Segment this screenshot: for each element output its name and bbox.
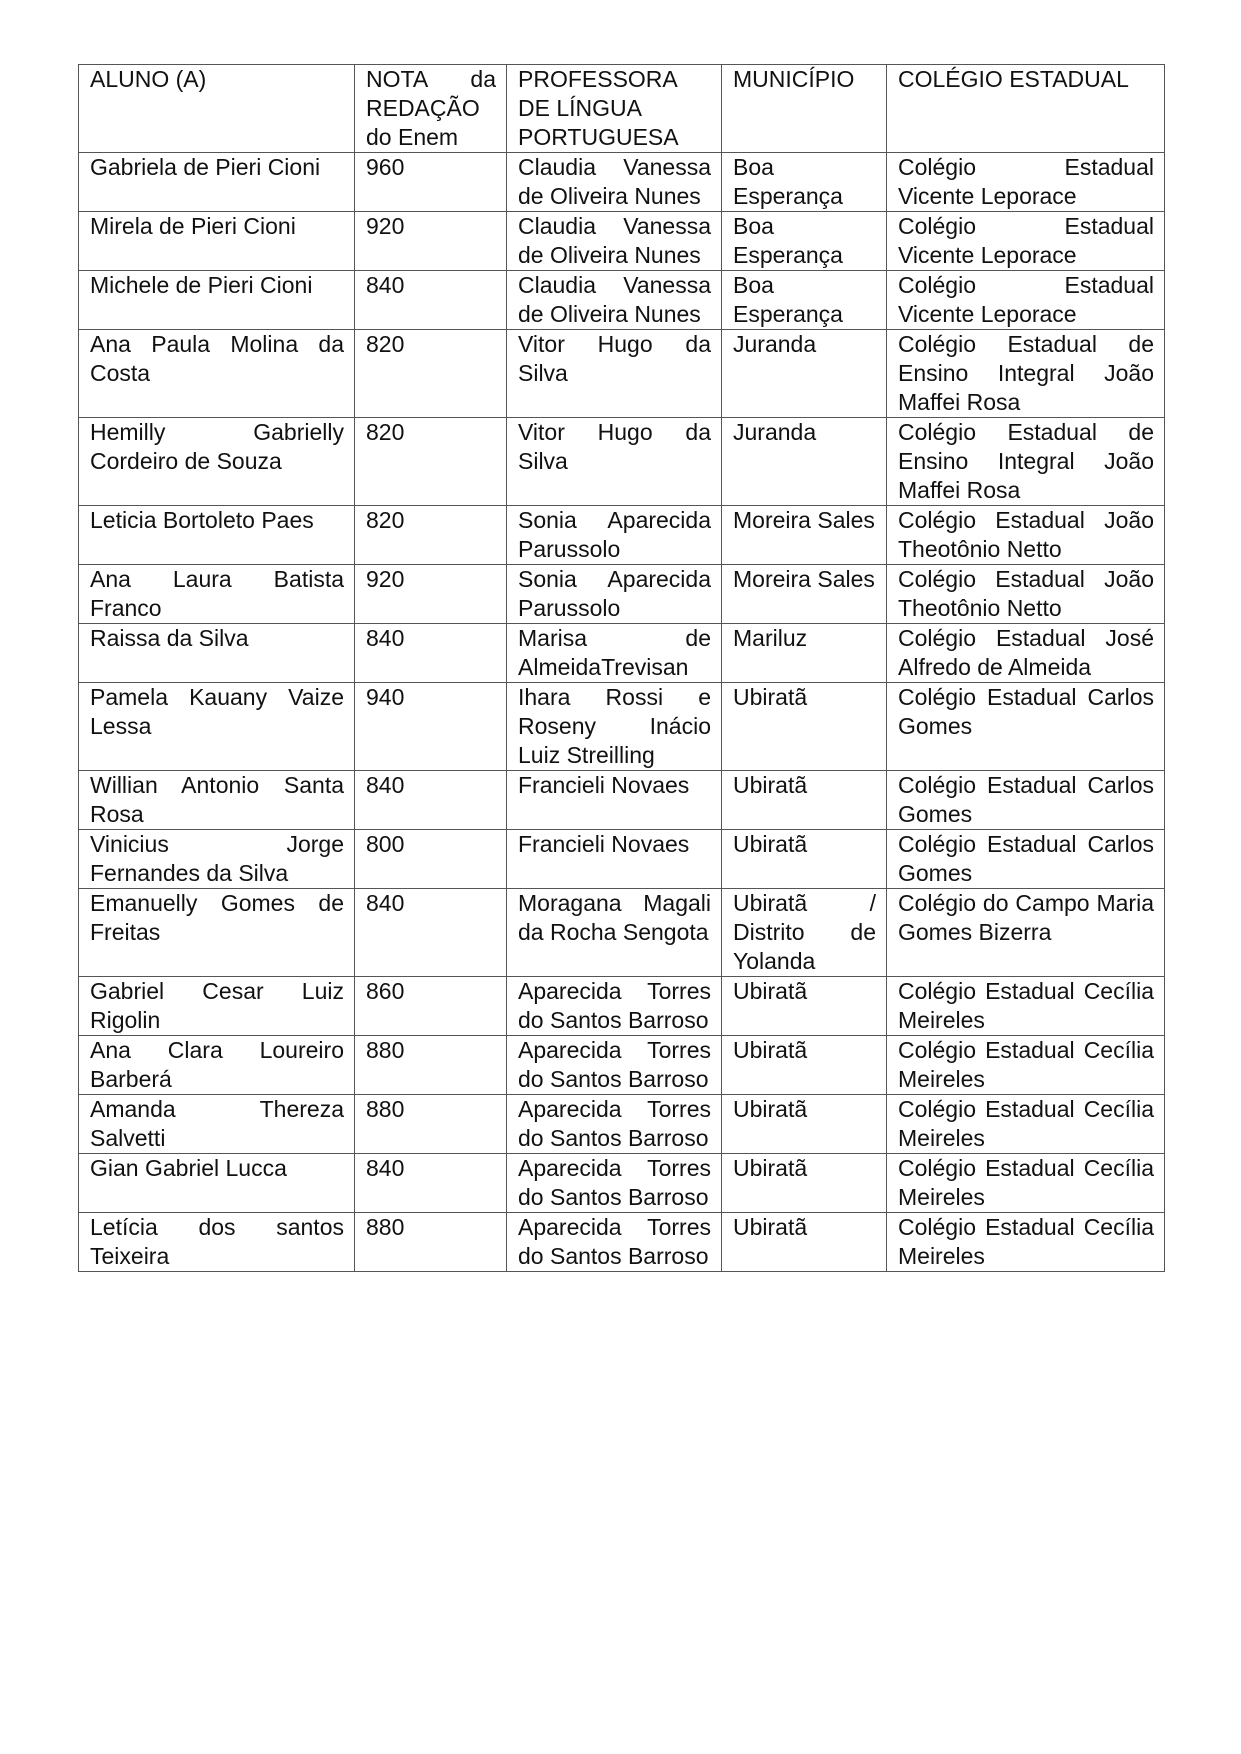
cell-municipio: Boa Esperança <box>722 153 887 212</box>
cell-professora: Sonia Aparecida Parussolo <box>507 506 722 565</box>
cell-aluno: Hemilly Gabrielly Cordeiro de Souza <box>79 418 355 506</box>
cell-nota: 920 <box>355 212 507 271</box>
cell-professora: Aparecida Torres do Santos Barroso <box>507 977 722 1036</box>
cell-municipio: Moreira Sales <box>722 565 887 624</box>
cell-aluno: Vinicius Jorge Fernandes da Silva <box>79 830 355 889</box>
cell-aluno: Ana Laura Batista Franco <box>79 565 355 624</box>
cell-municipio: Juranda <box>722 418 887 506</box>
cell-colegio: Colégio Estadual Cecília Meireles <box>887 1036 1165 1095</box>
cell-colegio: Colégio Estadual Cecília Meireles <box>887 1154 1165 1213</box>
table-row <box>79 506 1165 565</box>
cell-professora: Claudia Vanessa de Oliveira Nunes <box>507 153 722 212</box>
header-aluno: ALUNO (A) <box>79 65 355 153</box>
cell-nota: 880 <box>355 1095 507 1154</box>
cell-aluno: Leticia Bortoleto Paes <box>79 506 355 565</box>
table-row <box>79 565 1165 624</box>
cell-aluno: Letícia dos santos Teixeira <box>79 1213 355 1272</box>
cell-colegio: Colégio do Campo Maria Gomes Bizerra <box>887 889 1165 977</box>
cell-nota: 820 <box>355 418 507 506</box>
cell-aluno: Willian Antonio Santa Rosa <box>79 771 355 830</box>
table-row <box>79 771 1165 830</box>
cell-municipio: Ubiratã / Distrito de Yolanda <box>722 889 887 977</box>
cell-nota: 840 <box>355 271 507 330</box>
cell-colegio: Colégio Estadual Vicente Leporace <box>887 212 1165 271</box>
table-row <box>79 1095 1165 1154</box>
cell-professora: Vitor Hugo da Silva <box>507 330 722 418</box>
cell-municipio: Moreira Sales <box>722 506 887 565</box>
table-body <box>79 65 1165 1272</box>
cell-colegio: Colégio Estadual João Theotônio Netto <box>887 565 1165 624</box>
cell-professora: Francieli Novaes <box>507 830 722 889</box>
cell-municipio: Ubiratã <box>722 1154 887 1213</box>
cell-municipio: Mariluz <box>722 624 887 683</box>
table-row <box>79 271 1165 330</box>
cell-colegio: Colégio Estadual Vicente Leporace <box>887 153 1165 212</box>
cell-aluno: Ana Paula Molina da Costa <box>79 330 355 418</box>
cell-professora: Aparecida Torres do Santos Barroso <box>507 1213 722 1272</box>
cell-aluno: Mirela de Pieri Cioni <box>79 212 355 271</box>
table-row <box>79 683 1165 771</box>
cell-nota: 960 <box>355 153 507 212</box>
cell-municipio: Ubiratã <box>722 1095 887 1154</box>
results-table <box>78 64 1165 1272</box>
table-row <box>79 212 1165 271</box>
cell-nota: 880 <box>355 1213 507 1272</box>
table-header-row <box>79 65 1165 153</box>
cell-nota: 820 <box>355 506 507 565</box>
cell-aluno: Michele de Pieri Cioni <box>79 271 355 330</box>
cell-municipio: Boa Esperança <box>722 271 887 330</box>
cell-colegio: Colégio Estadual Cecília Meireles <box>887 1095 1165 1154</box>
cell-municipio: Ubiratã <box>722 771 887 830</box>
cell-professora: Claudia Vanessa de Oliveira Nunes <box>507 212 722 271</box>
cell-nota: 880 <box>355 1036 507 1095</box>
table-row <box>79 1036 1165 1095</box>
cell-nota: 840 <box>355 771 507 830</box>
cell-professora: Aparecida Torres do Santos Barroso <box>507 1095 722 1154</box>
cell-aluno: Gabriel Cesar Luiz Rigolin <box>79 977 355 1036</box>
cell-colegio: Colégio Estadual Carlos Gomes <box>887 771 1165 830</box>
cell-nota: 840 <box>355 624 507 683</box>
cell-colegio: Colégio Estadual Vicente Leporace <box>887 271 1165 330</box>
cell-municipio: Boa Esperança <box>722 212 887 271</box>
table-row <box>79 153 1165 212</box>
header-colegio: COLÉGIO ESTADUAL <box>887 65 1165 153</box>
cell-professora: Sonia Aparecida Parussolo <box>507 565 722 624</box>
cell-professora: Ihara Rossi e Roseny Inácio Luiz Streilling <box>507 683 722 771</box>
table-row <box>79 1213 1165 1272</box>
cell-colegio: Colégio Estadual Carlos Gomes <box>887 830 1165 889</box>
cell-professora: Francieli Novaes <box>507 771 722 830</box>
table-row <box>79 624 1165 683</box>
cell-nota: 940 <box>355 683 507 771</box>
cell-professora: Marisa de AlmeidaTrevisan <box>507 624 722 683</box>
table-row <box>79 830 1165 889</box>
cell-municipio: Ubiratã <box>722 830 887 889</box>
cell-municipio: Juranda <box>722 330 887 418</box>
cell-nota: 860 <box>355 977 507 1036</box>
cell-aluno: Raissa da Silva <box>79 624 355 683</box>
cell-aluno: Gabriela de Pieri Cioni <box>79 153 355 212</box>
cell-nota: 840 <box>355 889 507 977</box>
cell-professora: Aparecida Torres do Santos Barroso <box>507 1036 722 1095</box>
cell-colegio: Colégio Estadual Carlos Gomes <box>887 683 1165 771</box>
cell-aluno: Emanuelly Gomes de Freitas <box>79 889 355 977</box>
header-professora: PROFESSORA DE LÍNGUA PORTUGUESA <box>507 65 722 153</box>
header-nota: NOTA da REDAÇÃO do Enem <box>355 65 507 153</box>
cell-municipio: Ubiratã <box>722 977 887 1036</box>
cell-colegio: Colégio Estadual de Ensino Integral João Maffei Rosa <box>887 418 1165 506</box>
cell-professora: Aparecida Torres do Santos Barroso <box>507 1154 722 1213</box>
table-row <box>79 1154 1165 1213</box>
cell-aluno: Gian Gabriel Lucca <box>79 1154 355 1213</box>
cell-colegio: Colégio Estadual Cecília Meireles <box>887 1213 1165 1272</box>
cell-nota: 800 <box>355 830 507 889</box>
cell-aluno: Ana Clara Loureiro Barberá <box>79 1036 355 1095</box>
cell-professora: Claudia Vanessa de Oliveira Nunes <box>507 271 722 330</box>
cell-professora: Vitor Hugo da Silva <box>507 418 722 506</box>
cell-nota: 820 <box>355 330 507 418</box>
cell-municipio: Ubiratã <box>722 1036 887 1095</box>
cell-nota: 840 <box>355 1154 507 1213</box>
cell-colegio: Colégio Estadual Cecília Meireles <box>887 977 1165 1036</box>
cell-municipio: Ubiratã <box>722 683 887 771</box>
table-row <box>79 418 1165 506</box>
cell-nota: 920 <box>355 565 507 624</box>
table-row <box>79 977 1165 1036</box>
cell-professora: Moragana Magali da Rocha Sengota <box>507 889 722 977</box>
cell-colegio: Colégio Estadual José Alfredo de Almeida <box>887 624 1165 683</box>
cell-aluno: Amanda Thereza Salvetti <box>79 1095 355 1154</box>
cell-aluno: Pamela Kauany Vaize Lessa <box>79 683 355 771</box>
table-row <box>79 330 1165 418</box>
header-municipio: MUNICÍPIO <box>722 65 887 153</box>
cell-municipio: Ubiratã <box>722 1213 887 1272</box>
cell-colegio: Colégio Estadual João Theotônio Netto <box>887 506 1165 565</box>
cell-colegio: Colégio Estadual de Ensino Integral João Maffei Rosa <box>887 330 1165 418</box>
table-row <box>79 889 1165 977</box>
